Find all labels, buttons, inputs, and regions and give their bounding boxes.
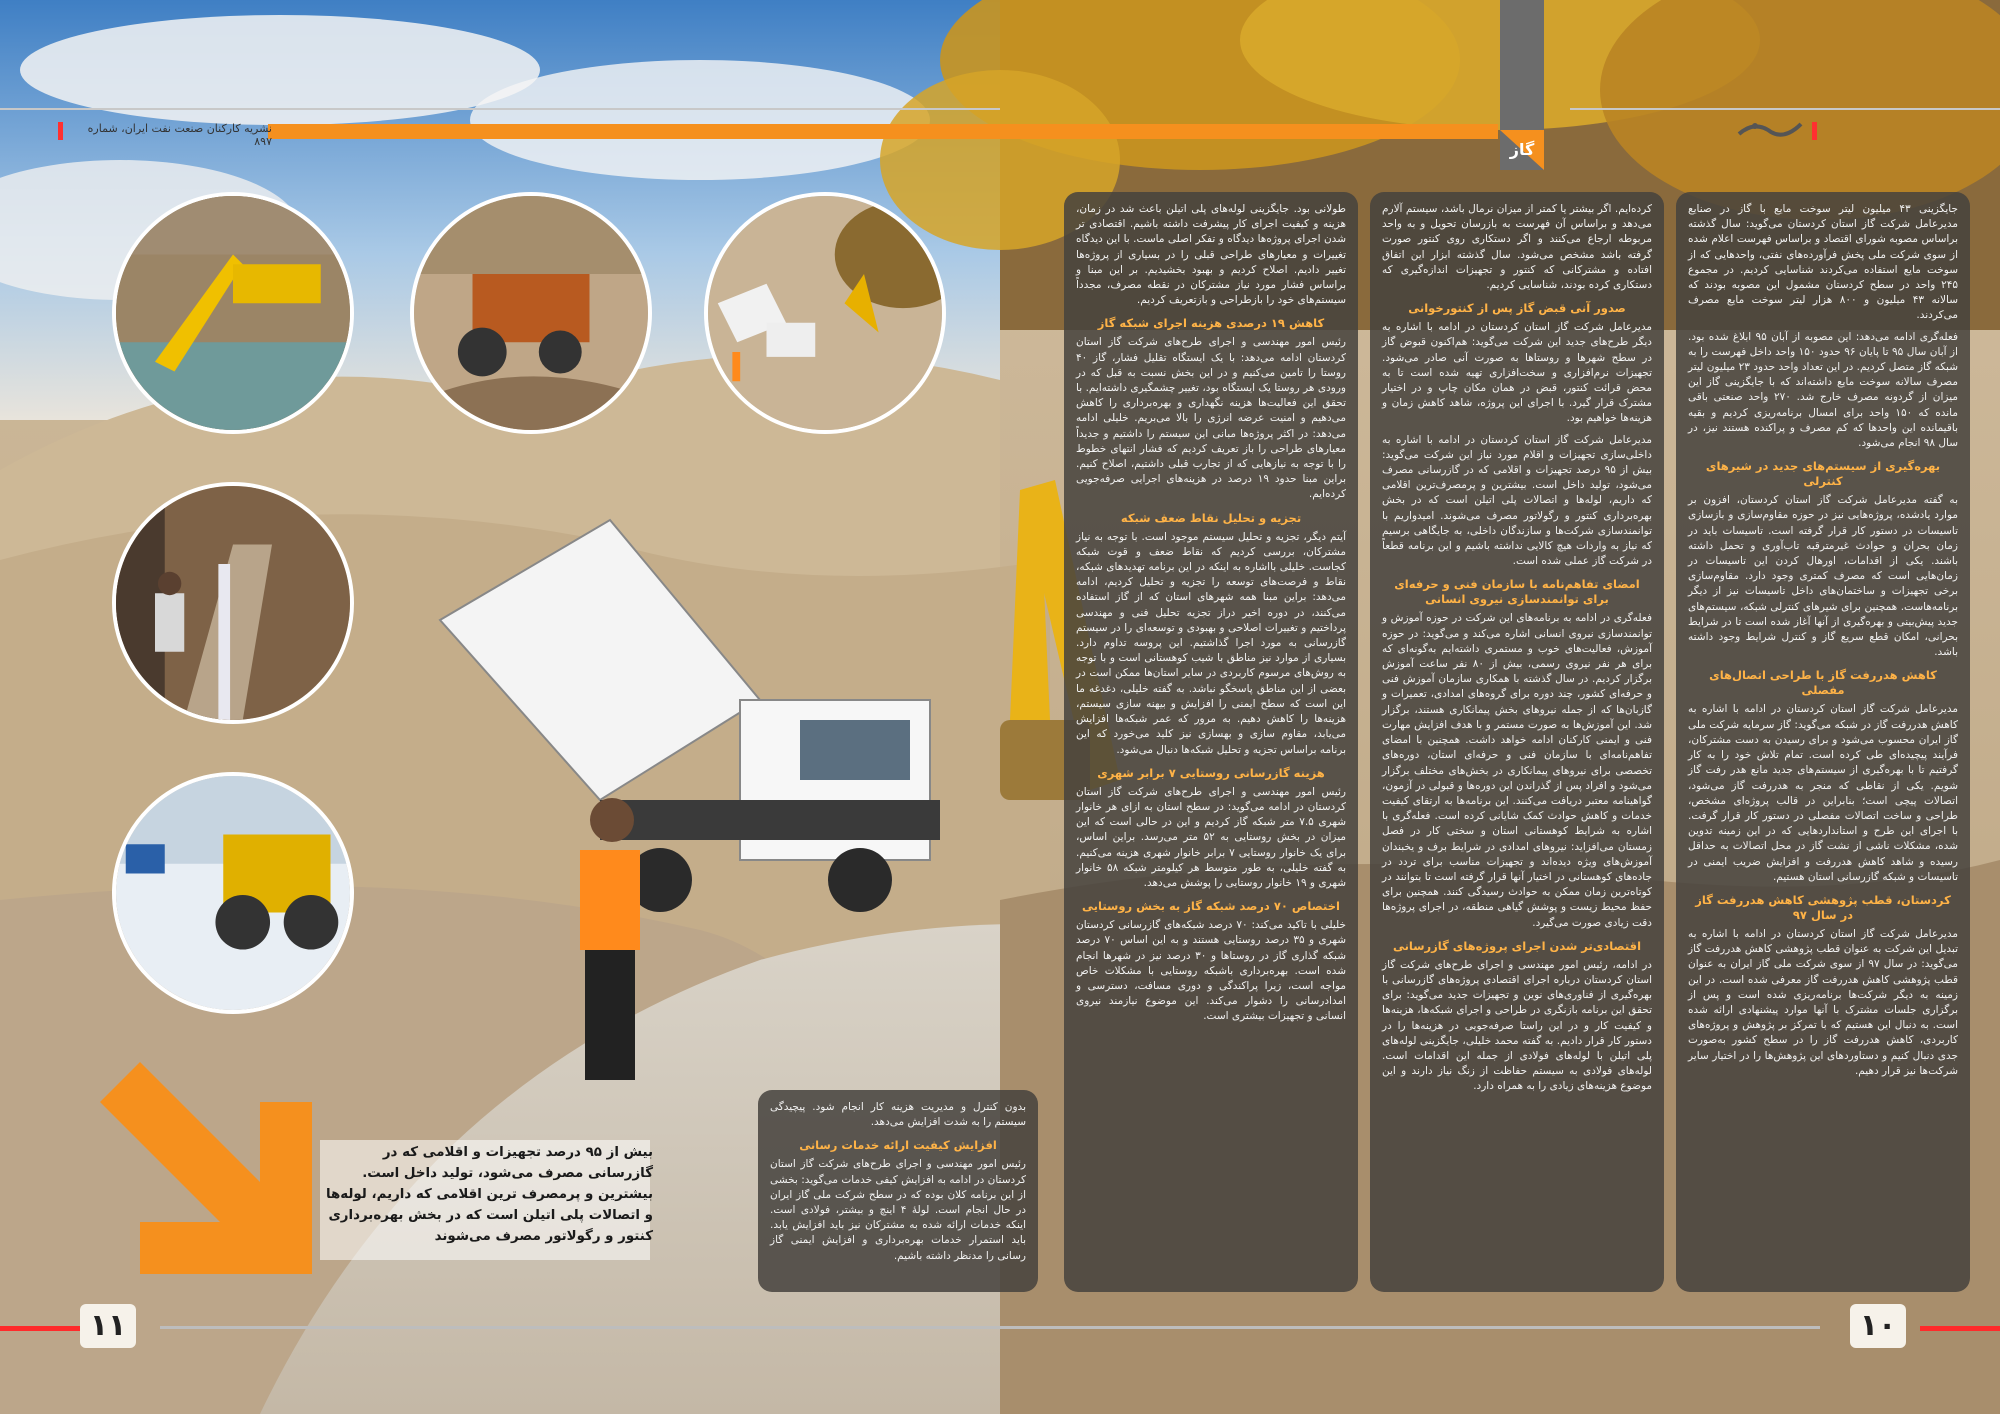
col3-heading-3: هزینه گازرسانی روستایی ۷ برابر شهری [1097,765,1325,780]
col3-para-1: طولانی بود. جایگزینی لوله‌های پلی اتیلن باعث شد در زمان، هزینه و کیفیت اجرای کار پیشرفت داشته باشیم. اقتصادی تر شدن اجرای پروژه‌ها دیدگاه و تفکر اصلی ماست. با این دیدگاه تغییرات و معیارهای طراحی قبلی را در بسیاری از پروژه‌ها تغییر دادیم. اصلاح کردیم و بهبود بخشیدیم. بر این مبنا و براساس فشار مورد نیاز مشترکان در نقطه مصرف، مجدداً سیستم‌های خود را بازطراحی و بازتعریف کردیم. [1076,203,1346,307]
col2-para-2: مدیرعامل شرکت گاز استان کردستان در ادامه با اشاره به دیگر طرح‌های جدید این شرکت می‌گوید: هم‌اکنون قبوض گاز در سطح شهرها و روستاها به صورت آنی صادر می‌شود. تجهیزات نرم‌افزاری و سخت‌افزاری تهیه شده است تا به محض قرائت کنتور، قبض در همان مکان چاپ و در اختیار مشترک قرار گیرد. با اجرای این پروژه، شاهد کاهش زمان و هزینه‌ها خواهیم بود. [1382,321,1652,425]
col3-heading-4: اختصاص ۷۰ درصد شبکه گاز به بخش روستایی [1082,899,1340,914]
col4-para-1: بدون کنترل و مدیریت هزینه کار انجام شود. پیچیدگی سیستم را به شدت افزایش می‌دهد. [770,1101,1026,1129]
col2-para-1: کرده‌ایم. اگر بیشتر یا کمتر از میزان نرمال باشد، سیستم آلارم می‌دهد و براساس آن فهرست به بازرسان تحویل و به واحد مربوطه ارجاع می‌کنند و اگر دستکاری روی کنتور صورت گرفته باشد مشخص می‌شود. سال گذشته ابزار این اتفاق افتاده و مشترکانی که کنتور و تجهیزات اندازه‌گیری که دستکاری کرده بودند، شناسایی کردیم. [1382,203,1652,292]
col3-heading-1: کاهش ۱۹ درصدی هزینه اجرای شبکه گاز [1097,316,1325,331]
col4-heading-1: افزایش کیفیت ارائه خدمات رسانی [799,1138,997,1153]
photo-trench-workers [112,482,354,724]
page-number-left: ۱۱ [80,1304,136,1348]
col2-para-3: مدیرعامل شرکت گاز استان کردستان در ادامه با اشاره به داخلی‌سازی تجهیزات و اقلام مورد نیاز این شرکت می‌گوید: بیش از ۹۵ درصد تجهیزات و اقلامی که در گازرسانی مصرف می‌شود، تولید داخل است. بیشترین و پرمصرف‌ترین اقلامی که داریم، لوله‌ها و اتصالات پلی اتیلن است که در بخش بهره‌برداری کنتور و رگولاتور مصرف می‌شوند. امیدواریم با توانمندسازی شرکت‌ها و سازندگان داخلی، به جایگاهی برسیم که نیاز به واردات هیچ کالایی نداشته باشیم و این برنامه قطعاً در شرکت گاز عملی شده است. [1382,433,1653,568]
magazine-logo [1735,116,1805,140]
col1-heading-3: کردستان، قطب پژوهشی کاهش هدررفت گاز در سال ۹۷ [1695,892,1951,922]
photo-excavator-river [112,192,354,434]
header-red-marker-left [58,122,63,140]
col1-para-1: جایگزینی ۴۳ میلیون لیتر سوخت مایع با گاز در صنایع مدیرعامل شرکت گاز استان کردستان می‌گوید: سال گذشته براساس مصوبه شورای اقتصاد و براساس فهرست اعلام شده از سوی شرکت ملی پخش فرآورده‌های نفتی، واحدهایی که از سوخت مایع استفاده می‌کردند شناسایی کردیم. در مجموع ۲۴۵ واحد در سطح کردستان مشمول این مصوبه بودند که سالانه ۴۳ میلیون و ۸۰۰ هزار لیتر سوخت مایع مصرف می‌کردند. [1688,203,1959,322]
publication-title: نشریه کارکنان صنعت نفت ایران، شماره ۸۹۷ [87,122,272,148]
col1-heading-2: کاهش هدررفت گاز با طراحی اتصال‌های مفصلی [1709,668,1937,698]
col3-heading-2: تجزیه و تحلیل نقاط ضعف شبکه [1120,510,1302,525]
col3-para-3: آیتم دیگر، تجزیه و تحلیل سیستم موجود است. با توجه به نیاز مشترکان، بررسی کردیم که نقاط ضعف و قوت شبکه کجاست. خلیلی بااشاره به اینکه در این برنامه تهدیدهای شبکه، نقاط و فرصت‌های توسعه را تجزیه و تحلیل کردیم، ادامه می‌دهد: براین مبنا همه شهرهای استان که از گاز استفاده می‌کنند، در دوره اخیر دراز تجزیه تحلیل فنی و مهندسی پرداختیم و تغییرات اصلاحی و بهبودی و توسعه‌ای را در سیستم گازرسانی به مورد اجرا گذاشتیم. این پروسه تداوم دارد. بسیاری از موارد نیز مناطق با شیب کوهستانی است و با توجه به روش‌های مرسوم کاربردی در سایر استان‌ها ممکن است در بعضی از این مناطق پاسخگو نباشد. به گفته خلیلی، دغدغه ما این است که سطح ایمنی را افزایش و بیهنه سازی سیستم، هزینه‌ها را کاهش دهیم. به مرور که عمر شبکه‌ها افزایش می‌یابد، مقاوم سازی و بهسازی نیز کلید می‌خورد که این برنامه براساس تجزیه و تحلیل شبکه‌ها دنبال می‌شود. [1076,530,1346,756]
col1-para-5: مدیرعامل شرکت گاز استان کردستان در ادامه با اشاره به تبدیل این شرکت به عنوان قطب پژوهشی کاهش هدررفت گاز می‌گوید: در سال ۹۷ از سوی شرکت ملی گاز ایران به عنوان قطب پژوهشی کاهش هدررفت گاز معرفی شده است. در این زمینه به دیگر شرکت‌ها برنامه‌ریزی شده است و پس از برگزاری جلسات مشترک با آنها موارد پیشنهادی ارائه شده است. به دنبال این هستیم که با تمرکز بر پژوهش و پروژه‌های کاربردی، کاهش هدررفت گاز را در سطح کشور به‌صورت جدی دنبال کنیم و دستاوردهای این پژوهش‌ها را در اختیار سایر شرکت‌ها نیز قرار دهیم. [1688,927,1959,1077]
section-tab [1500,0,1544,170]
photo-tractor-trailer [410,192,652,434]
text-column-1 [1676,192,1970,1292]
col2-para-5: در ادامه، رئیس امور مهندسی و اجرای طرح‌های شرکت گاز استان کردستان درباره اجرای اقتصادی پروژه‌های گازرسانی با بهره‌گیری از فناوری‌های نوین و تجهیزات جدید می‌گوید: برای تحقق این برنامه بازنگری در طراحی و اجرای شبکه‌ها، هزینه‌ها و کیفیت کار و در این راستا صرفه‌جویی در هزینه‌ها را در دستور کار قرار دادیم. به گفته محمد خلیلی، جایگزینی لوله‌های پلی اتیلن با لوله‌های فولادی از جمله این اقدامات است. لوله‌های فولادی به سیستم حفاظت از زنگ نیاز دارند و این موضوع هزینه‌های زیادی را به همراه دارد. [1382,958,1652,1093]
text-column-2 [1370,192,1664,1292]
section-tab-label: گاز [1509,140,1535,159]
col2-heading-2: امضای تفاهم‌نامه با سازمان فنی و حرفه‌ای برای توانمندسازی نیروی انسانی [1394,577,1640,607]
col3-para-2: رئیس امور مهندسی و اجرای طرح‌های شرکت گاز استان کردستان ادامه می‌دهد: با یک ایستگاه تقلیل فشار، گاز ۴۰ روستا را تامین می‌کنیم و در این بخش نسبت به قبل که در ورودی هر روستا یک ایستگاه بود، تغییر چشمگیری داشته‌ایم. با تحقق این فعالیت‌ها هزینه نگهداری و بهره‌برداری را کاهش می‌دهیم و امنیت عرضه انرژی را بالا می‌بریم. خلیلی ادامه می‌دهد: در اکثر پروژه‌ها مبانی این سیستم را داشتیم و جدیداً معیارهای طراحی را باز تعریف کردیم که فشار انتهای خطوط را با توجه به نیازهایی که از تجارب قبلی داشتیم، اصلاح کنیم. براین مبنا حدود ۱۹ درصد در هزینه‌های اجرایی صرفه‌جویی کرده‌ایم. [1076,336,1346,501]
page-number-right: ۱۰ [1850,1304,1906,1348]
text-column-3 [1064,192,1358,1292]
photo-truck-digger [704,192,946,434]
col4-para-2: رئیس امور مهندسی و اجرای طرح‌های شرکت گاز استان کردستان در ادامه به افزایش کیفی خدمات می‌گوید: بخشی از این برنامه کلان بوده که در سطح شرکت ملی گاز ایران در حال انجام است. لولهٔ ۴ اینچ و بیشتر، فولادی است. اینکه خدمات ارائه شده به مشترکان نیز باید افزایش یابد. باید استمرار خدمات بهره‌برداری و افزایش ایمنی گاز رسانی را مدنظر داشته باشیم. [770,1158,1027,1262]
arrow-graphic [100,1062,312,1274]
text-column-4 [758,1090,1038,1292]
pull-quote-text: بیش از ۹۵ درصد تجهیزات و اقلامی که در گازرسانی مصرف می‌شود، تولید داخل است. بیشترین و پرمصرف ترین اقلامی که داریم، لوله‌ها و اتصالات پلی اتیلن است که در بخش بهره‌برداری کنتور و رگولاتور مصرف می‌شوند [325,1145,653,1244]
col1-para-2: فعله‌گری ادامه می‌دهد: این مصوبه از آبان ۹۵ ابلاغ شده بود. از آبان سال ۹۵ تا پایان ۹۶ حدود ۱۵۰ واحد داخل فهرست را به شبکه گاز متصل کردیم. در این تعداد واحد حدود ۲۳ میلیون لیتر مصرف سالانه سوخت مایع داشته‌اند که با جایگزینی گاز این میزان از گردونه مصرف خارج شد. ۲۷۰ واحد صنعتی باقی مانده که ۱۵۰ واحد برای امسال برنامه‌ریزی کردیم و بقیه باقیمانده این واحدها که کم مصرف و پراکنده هستند نیز، در سال ۹۸ انجام می‌شود. [1688,330,1959,450]
header-red-marker-right [1812,122,1817,140]
header-orange-bar [268,124,1498,139]
col1-para-3: به گفته مدیرعامل شرکت گاز استان کردستان، افزون بر موارد یادشده، پروژه‌هایی نیز در حوزه مقاوم‌سازی و بازسازی تاسیسات در دستور کار قرار گرفته است. تاسیسات باید در زمان بحران و حوادث غیرمترقبه تاب‌آوری و تحمل داشته باشند. یکی از اقدامات، اورهال کردن این تاسیسات در زمان‌هایی است که مصرف کمتری وجود دارد. مقاوم‌سازی برخی تجهیزات و ساختمان‌های داخل تاسیسات نیز از دیگر برنامه‌هاست. همچنین برای شیرهای کنترلی شبکه، سیستم‌های جدید پیش‌بینی و بهره‌گیری از آنها آغاز شده است تا در شرایط بحرانی، امکان قطع سریع گاز و کنترل شرایط وجود داشته باشد. [1688,494,1958,659]
col1-heading-1: بهره‌گیری از سیستم‌های جدید در شیرهای کنترلی [1705,459,1941,489]
col3-para-4: رئیس امور مهندسی و اجرای طرح‌های شرکت گاز استان کردستان در ادامه می‌گوید: در سطح استان به ازای هر خانوار شهری ۷.۵ متر شبکه گاز کردیم و این در حالی است که این میزان در بخش روستایی به ۵۲ متر می‌رسد. براین اساس، برای یک خانوار روستایی ۷ برابر خانوار شهری هزینه می‌کنیم. به گفته خلیلی، به طور متوسط هر کیلومتر شبکه ۵۸ خانوار شهری و ۱۹ خانوار روستایی را پوشش می‌دهد. [1076,785,1346,889]
col3-para-5: خلیلی با تاکید می‌کند: ۷۰ درصد شبکه‌های گازرسانی کردستان شهری و ۳۵ درصد روستایی هستند و به این اساس ۷۰ درصد شبکه گذاری گاز در روستاها و ۳۰ درصد نیز در شهرها انجام شده است. بهره‌برداری باشبکه روستایی با مشکلات خاص مواجه است، زیرا پراکندگی و دوری مسافت، دسترسی و امدادرسانی را دشوار می‌کند. این موضوع نیازمند نیروی انسانی و تجهیزات بیشتری است. [1076,919,1347,1023]
photo-snow-loader [112,772,354,1014]
col2-heading-1: صدور آنی قبض گاز پس از کنتورخوانی [1408,301,1626,316]
col2-para-4: فعله‌گری در ادامه به برنامه‌های این شرکت در حوزه آموزش و توانمندسازی نیروی انسانی اشاره می‌کند و می‌گوید: در حوزه آموزش، فعالیت‌های خوب و مستمری داشته‌ایم به‌گونه‌ای که برای هر نفر نیروی رسمی، بیش از ۸۰ نفر ساعت آموزش برگزار کردیم. در سال گذشته با همکاری سازمان آموزش فنی و حرفه‌ای کشور، چند دوره برای گروه‌های امدادی، تعمیرات و گازبان‌ها که از جمله نیروهای بخش پیمانکاری هستند، برگزار شد. این آموزش‌ها به صورت مستمر و با هدف افزایش مهارت فنی و ایمنی کارکنان ادامه خواهد داشت. همچنین با امضای تفاهم‌نامه‌ای با سازمان فنی و حرفه‌ای استان، دوره‌های تخصصی برای نیروهای پیمانکاری در بخش‌های مختلف برگزار می‌شود و افراد پس از گذراندن این دوره‌ها و قبولی در آزمون، گواهینامه معتبر دریافت می‌کنند. این برنامه‌ها به ارتقای کیفیت خدمات و کاهش حوادث کمک شایانی کرده است. فعله‌گری با اشاره به شرایط کوهستانی استان و سختی کار در فصل زمستان می‌افزاید: نیروهای امدادی در شرایط برف و یخبندان آموزش‌های ویژه دیده‌اند و تجهیزات مناسب برای تردد در جاده‌های کوهستانی در اختیار آنها قرار گرفته است تا بتوانند در کوتاه‌ترین زمان ممکن به حوادث رسیدگی کنند. همچنین برای حفظ محیط زیست و پوشش گیاهی منطقه، در اجرای پروژه‌ها دقت زیادی صورت می‌گیرد. [1382,612,1653,929]
col1-para-4: مدیرعامل شرکت گاز استان کردستان در ادامه با اشاره به کاهش هدررفت گاز در شبکه می‌گوید: گاز سرمایه شرکت ملی گاز ایران محسوب می‌شود و برای رسیدن به دست مشترکان، فرآیند پیچیده‌ای طی کرده است. تمام تلاش خود را به کار گرفتیم تا با بهره‌گیری از سیستم‌های جدید مانع هدر رفت گاز شویم. یکی از نقاطی که منجر به هدررفت گاز می‌شود، اتصالات پیچی است؛ بنابراین در قالب پروژه‌ای مشخص، طراحی و ساخت اتصالات مفصلی در دستور کار قرار گرفت. با اجرای این طرح و استانداردهایی که در این زمینه تدوین شده، مشکلات ناشی از نشت گاز در محل اتصالات به حداقل رسیده و شاهد کاهش هدررفت و افزایش ضریب ایمنی در تاسیسات و شبکه گازرسانی استان هستیم. [1688,703,1958,883]
col2-heading-3: اقتصادی‌تر شدن اجرای پروژه‌های گازرسانی [1392,938,1642,953]
